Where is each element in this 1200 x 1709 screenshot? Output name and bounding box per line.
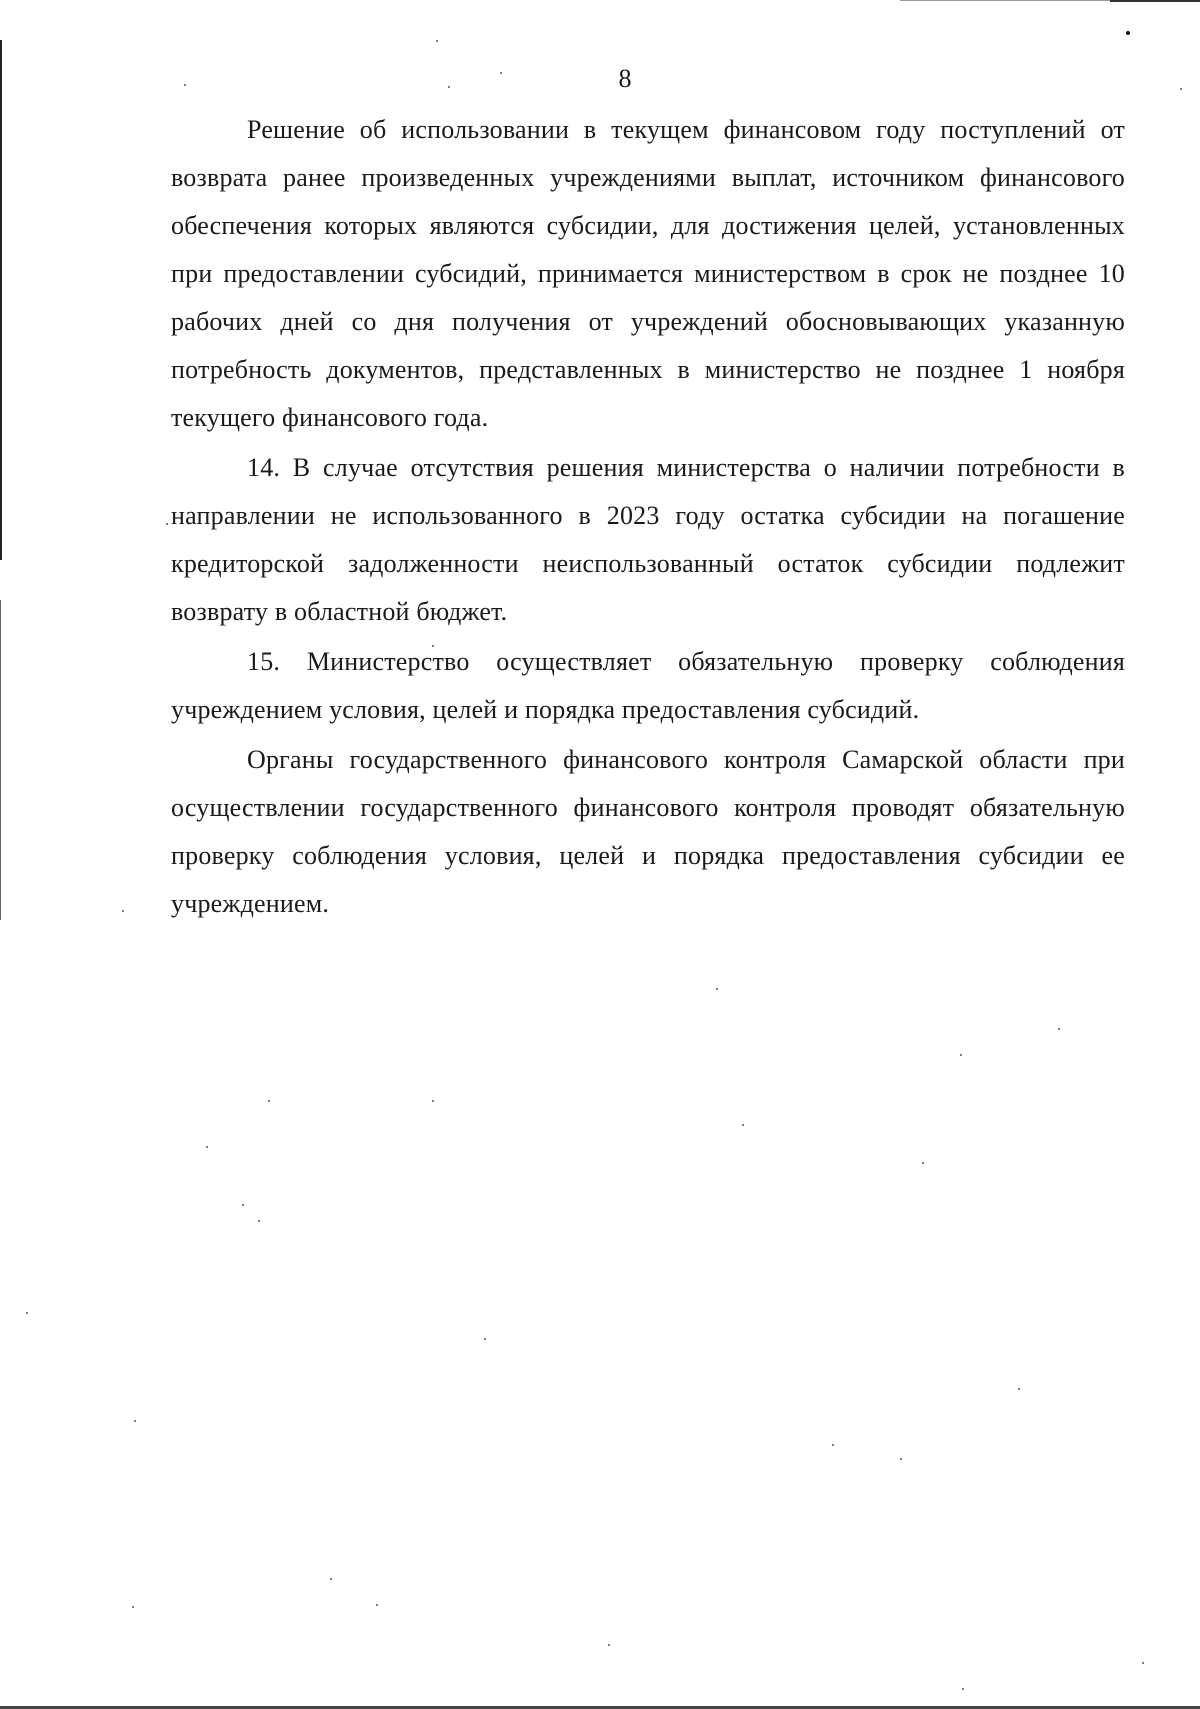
scan-binding-edge-lower [0,600,1,920]
scan-speck [436,40,438,42]
scan-speck [962,1688,964,1690]
scan-speck [432,1100,434,1102]
scan-speck [122,910,124,912]
scan-speck [1126,31,1130,35]
scan-speck [484,1338,486,1340]
paragraph-15: 15. Министерство осуществляет обязательную проверку соблюдения учреждением условия, целей и порядка предоставления субсидий. [171,647,1125,724]
scan-top-edge-corner [1110,0,1200,2]
scan-speck [166,523,168,525]
scan-speck [258,1220,260,1222]
scan-speck [242,1204,244,1206]
scan-speck [376,1604,378,1606]
scan-speck [960,1054,962,1056]
scan-speck [716,988,718,990]
scan-speck [206,1146,208,1148]
scan-speck [608,1644,610,1646]
scan-speck [134,1420,136,1422]
scan-binding-edge [0,40,2,560]
paragraph-14: 14. В случае отсутствия решения министерства о наличии потребности в направлении не использованного в 2023 году остатка субсидии на погашение кредиторской задолженности неиспользованный остаток субсидии подлежит возврату в областной бюджет. [171,453,1125,626]
scan-speck [268,1100,270,1102]
scan-speck [832,1444,834,1446]
scan-speck [1142,1662,1144,1664]
scan-speck [742,1124,744,1126]
scan-speck [26,1312,28,1314]
scan-speck [900,1458,902,1460]
scan-speck [922,1162,924,1164]
paragraph-financial-control: Органы государственного финансового контроля Самарской области при осуществлении государственного финансового контроля проводят обязательную проверку соблюдения условия, целей и порядка предоставления субсидии ее учреждением. [171,745,1125,918]
scan-speck [1058,1028,1060,1030]
scan-speck [1018,1388,1020,1390]
scan-speck [132,1606,134,1608]
document-body [171,106,1125,928]
paragraph-decision-on-use: Решение об использовании в текущем финансовом году поступлений от возврата ранее произведенных учреждениями выплат, источником финансового обеспечения которых являются субсидии, для достижения целей, установленных при предоставлении субсидий, принимается министерством в срок не позднее 10 рабочих дней со дня получения от учреждений обосновывающих указанную потребность документов, представленных в министерство не позднее 1 ноября текущего финансового года. [171,115,1125,432]
scan-speck [330,1578,332,1580]
page-number: 8 [618,64,632,93]
